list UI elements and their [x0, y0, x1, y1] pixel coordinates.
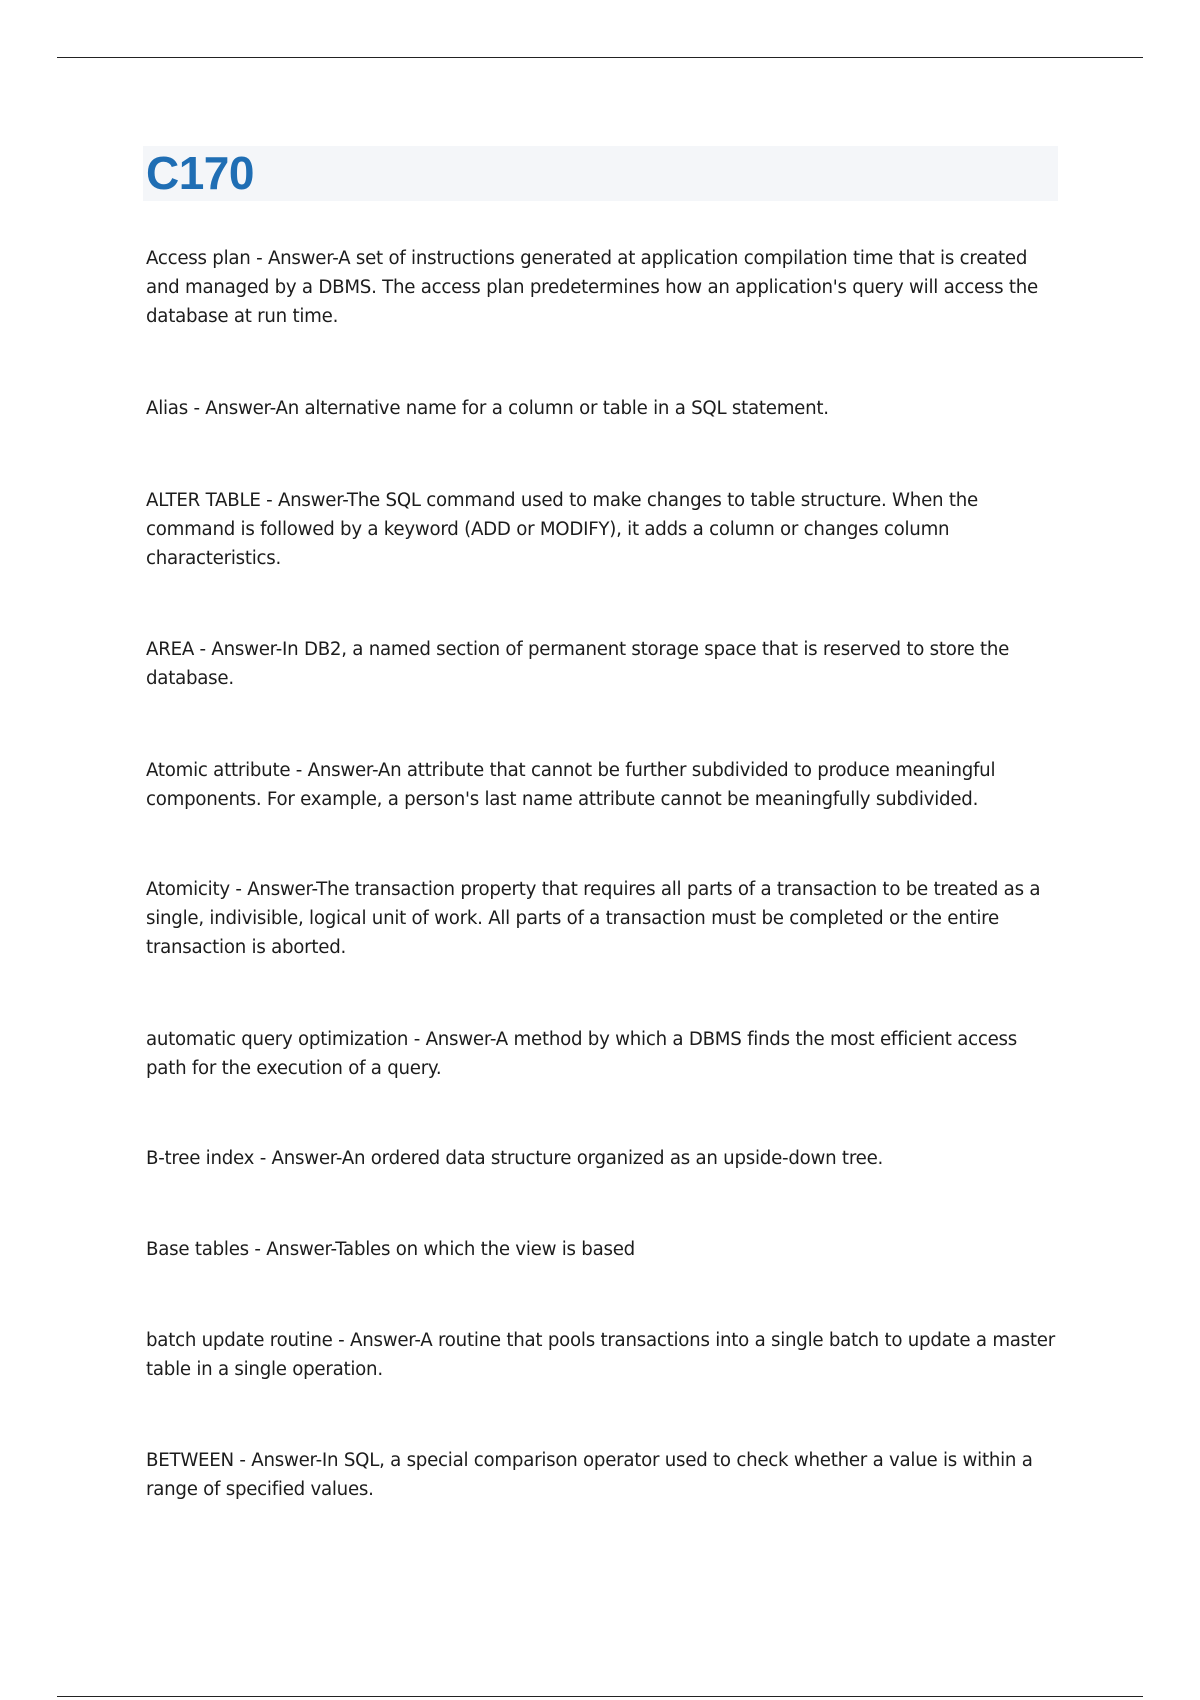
glossary-entry-access-plan: Access plan - Answer-A set of instructions generated at application compilation time that is created and managed by a DBMS. The access plan predetermines how an application's query will access the database at run time.: [146, 248, 1038, 327]
page-top-rule: [57, 57, 1143, 58]
glossary-entry-alias: Alias - Answer-An alternative name for a column or table in a SQL statement.: [146, 398, 829, 419]
title-band: [143, 146, 1058, 201]
glossary-entry-atomic-attribute: Atomic attribute - Answer-An attribute that cannot be further subdivided to produce meaningful components. For example, a person's last name attribute cannot be meaningfully subdivided.: [146, 760, 996, 810]
page-title: C170: [146, 147, 254, 199]
glossary-entry-alter-table: ALTER TABLE - Answer-The SQL command used to make changes to table structure. When the command is followed by a keyword (ADD or MODIFY), it adds a column or changes column characteristics.: [146, 490, 978, 569]
glossary-entry-batch-update-routine: batch update routine - Answer-A routine that pools transactions into a single batch to update a master table in a single operation.: [146, 1330, 1055, 1380]
glossary-entry-area: AREA - Answer-In DB2, a named section of permanent storage space that is reserved to store the database.: [146, 639, 1010, 689]
glossary-entry-atomicity: Atomicity - Answer-The transaction property that requires all parts of a transaction to be treated as a single, indivisible, logical unit of work. All parts of a transaction must be completed or the entire transaction is aborted.: [146, 879, 1041, 958]
glossary-entry-b-tree-index: B-tree index - Answer-An ordered data structure organized as an upside-down tree.: [146, 1148, 884, 1169]
glossary-entry-between: BETWEEN - Answer-In SQL, a special comparison operator used to check whether a value is within a range of specified values.: [146, 1450, 1033, 1500]
glossary-entry-automatic-query-optimization: automatic query optimization - Answer-A method by which a DBMS finds the most efficient access path for the execution of a query.: [146, 1029, 1017, 1079]
glossary-entry-base-tables: Base tables - Answer-Tables on which the view is based: [146, 1239, 635, 1260]
page-bottom-rule: [57, 1696, 1143, 1697]
